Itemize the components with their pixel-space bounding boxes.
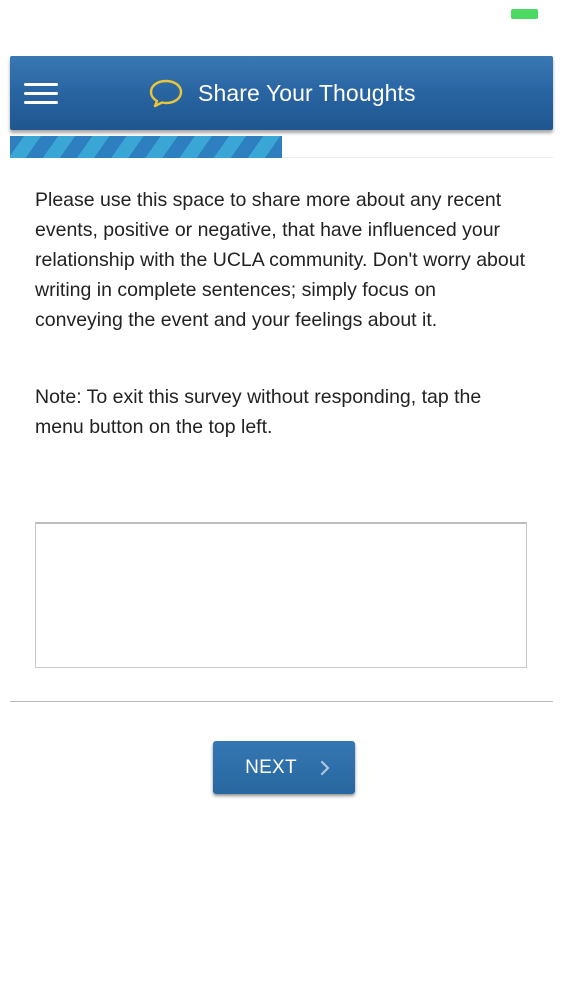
progress-fill [10, 136, 282, 158]
divider [10, 701, 553, 702]
page-title: Share Your Thoughts [198, 79, 416, 106]
next-button[interactable] [213, 741, 355, 794]
next-button-label: NEXT [245, 756, 297, 778]
chat-bubble-icon [148, 78, 184, 108]
instructions-text: Please use this space to share more about any recent events, positive or negative, that have influenced your relationship with the UCLA community. Don't worry about writing in complete sentences; simply focus on conveying the event and your feelings about it. [35, 189, 525, 331]
hamburger-icon[interactable] [24, 81, 58, 107]
app-header [10, 56, 553, 130]
survey-content [35, 185, 525, 442]
response-textarea[interactable] [35, 522, 527, 668]
battery-icon [511, 9, 538, 19]
status-bar [0, 0, 563, 28]
progress-bar [10, 136, 553, 158]
header-title-group [148, 56, 416, 130]
exit-note-text: Note: To exit this survey without responding, tap the menu button on the top left. [35, 386, 482, 438]
chevron-right-icon [319, 759, 331, 777]
